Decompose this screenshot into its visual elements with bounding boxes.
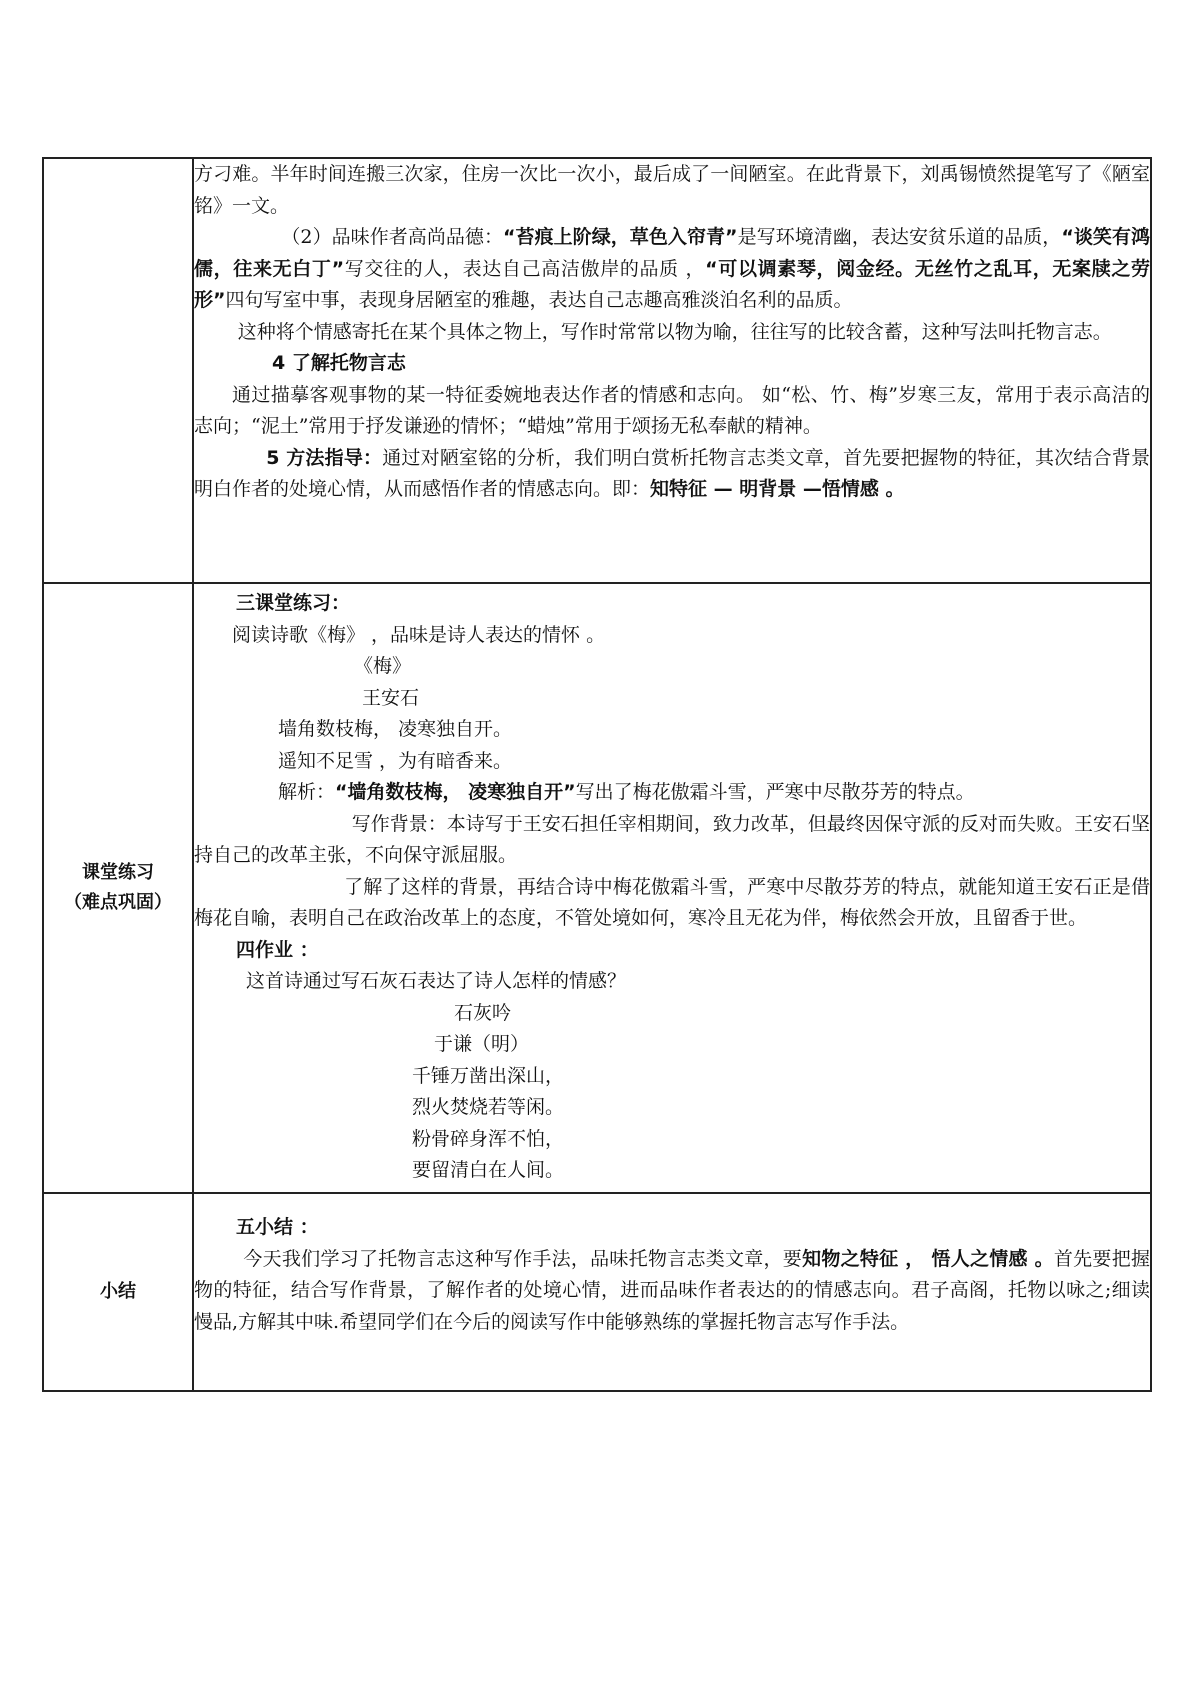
practice-section bbox=[193, 583, 1151, 1193]
analysis-paragraph: 解析：“墙角数枝梅， 凌寒独自开”写出了梅花傲霜斗雪，严寒中尽散芬芳的特点。 bbox=[278, 781, 975, 803]
row-label-empty bbox=[43, 158, 193, 583]
table-row bbox=[43, 158, 1151, 583]
understanding-paragraph: 通过描摹客观事物的某一特征委婉地表达作者的情感和志向。 如“松、竹、梅”岁寒三友，常用于表示高洁的志向；“泥土”常用于抒发谦逊的情怀；“蜡烛”常用于颂扬无私奉献的精神。 bbox=[194, 383, 1150, 437]
conclusion-paragraph: 了解了这样的背景，再结合诗中梅花傲霜斗雪，严寒中尽散芬芳的特点，就能知道王安石正是借梅花自喻，表明自己在政治改革上的态度，不管处境如何，寒冷且无花为伴，梅依然会开放，且留香于世。 bbox=[194, 875, 1150, 929]
practice-sublabel: （难点巩固） bbox=[64, 892, 172, 913]
poem-intro: 阅读诗歌《梅》 ，品味是诗人表达的情怀 。 bbox=[232, 623, 606, 646]
summary-paragraph: 今天我们学习了托物言志这种写作手法，品味托物言志类文章，要知物之特征 ， 悟人之情感 。首先要把握物的特征，结合写作背景，了解作者的处境心情，进而品味作者表达的的情感志向。君子高阁，托物以咏之;细读慢品,方解其中味.希望同学们在今后的阅读写作中能够熟练的掌握托物言志写作手法。 bbox=[194, 1247, 1150, 1333]
homework-poem-line: 要留清白在人间。 bbox=[412, 1159, 565, 1181]
section-heading-homework: 四作业 ： bbox=[236, 938, 319, 961]
poem-line: 遥知不足雪 ，为有暗香来。 bbox=[278, 749, 513, 772]
section-heading-summary: 五小结 ： bbox=[236, 1216, 319, 1238]
homework-poem-author: 于谦（明） bbox=[434, 1033, 530, 1055]
method-section bbox=[193, 158, 1151, 583]
virtue-paragraph: （2）品味作者高尚品德：“苔痕上阶绿，草色入帘青”是写环境清幽，表达安贫乐道的品质，“谈笑有鸿儒，往来无白丁”写交往的人，表达自己高洁傲岸的品质 ，“可以调素琴，阅金经。无丝竹之乱耳，无案牍之劳形”四句写室中事，表现身居陋室的雅趣，表达自己志趣高雅淡泊名利的品质。 bbox=[194, 226, 1150, 311]
background-paragraph: 写作背景：本诗写于王安石担任宰相期间，致力改革，但最终因保守派的反对而失败。王安石坚持自己的改革主张，不向保守派屈服。 bbox=[194, 812, 1150, 866]
section-heading-4: 4 了解托物言志 bbox=[272, 352, 406, 374]
row-label-summary: 小结 bbox=[43, 1193, 193, 1391]
homework-poem-line: 粉骨碎身浑不怕， bbox=[412, 1127, 565, 1150]
homework-poem-line: 千锤万凿出深山， bbox=[412, 1064, 565, 1087]
section-heading-3: 三课堂练习： bbox=[236, 592, 351, 614]
background-paragraph: 方刁难。半年时间连搬三次家，住房一次比一次小，最后成了一间陋室。在此背景下，刘禹锡愤然提笔写了《陋室铭》一文。 bbox=[194, 163, 1150, 217]
method-paragraph: 5 方法指导：通过对陋室铭的分析，我们明白赏析托物言志类文章，首先要把握物的特征，其次结合背景明白作者的处境心情，从而感悟作者的情感志向。即：知特征 — 明背景 —悟情感 。 bbox=[194, 446, 1150, 500]
homework-poem-line: 烈火焚烧若等闲。 bbox=[412, 1096, 565, 1118]
row-label-practice bbox=[43, 583, 193, 1193]
definition-paragraph: 这种将个情感寄托在某个具体之物上，写作时常常以物为喻，往往写的比较含蓄，这种写法叫托物言志。 bbox=[237, 320, 1112, 343]
table-row bbox=[43, 583, 1151, 1193]
poem-line: 墙角数枝梅， 凌寒独自开。 bbox=[278, 718, 513, 740]
table-row bbox=[43, 1193, 1151, 1391]
homework-question: 这首诗通过写石灰石表达了诗人怎样的情感？ bbox=[246, 970, 627, 992]
homework-poem-title: 石灰吟 bbox=[454, 1001, 512, 1024]
poem-title: 《梅》 bbox=[354, 655, 412, 677]
poem-author: 王安石 bbox=[362, 686, 420, 709]
lesson-plan-table bbox=[42, 157, 1152, 1392]
summary-section bbox=[193, 1193, 1151, 1391]
practice-label: 课堂练习 bbox=[82, 862, 154, 883]
